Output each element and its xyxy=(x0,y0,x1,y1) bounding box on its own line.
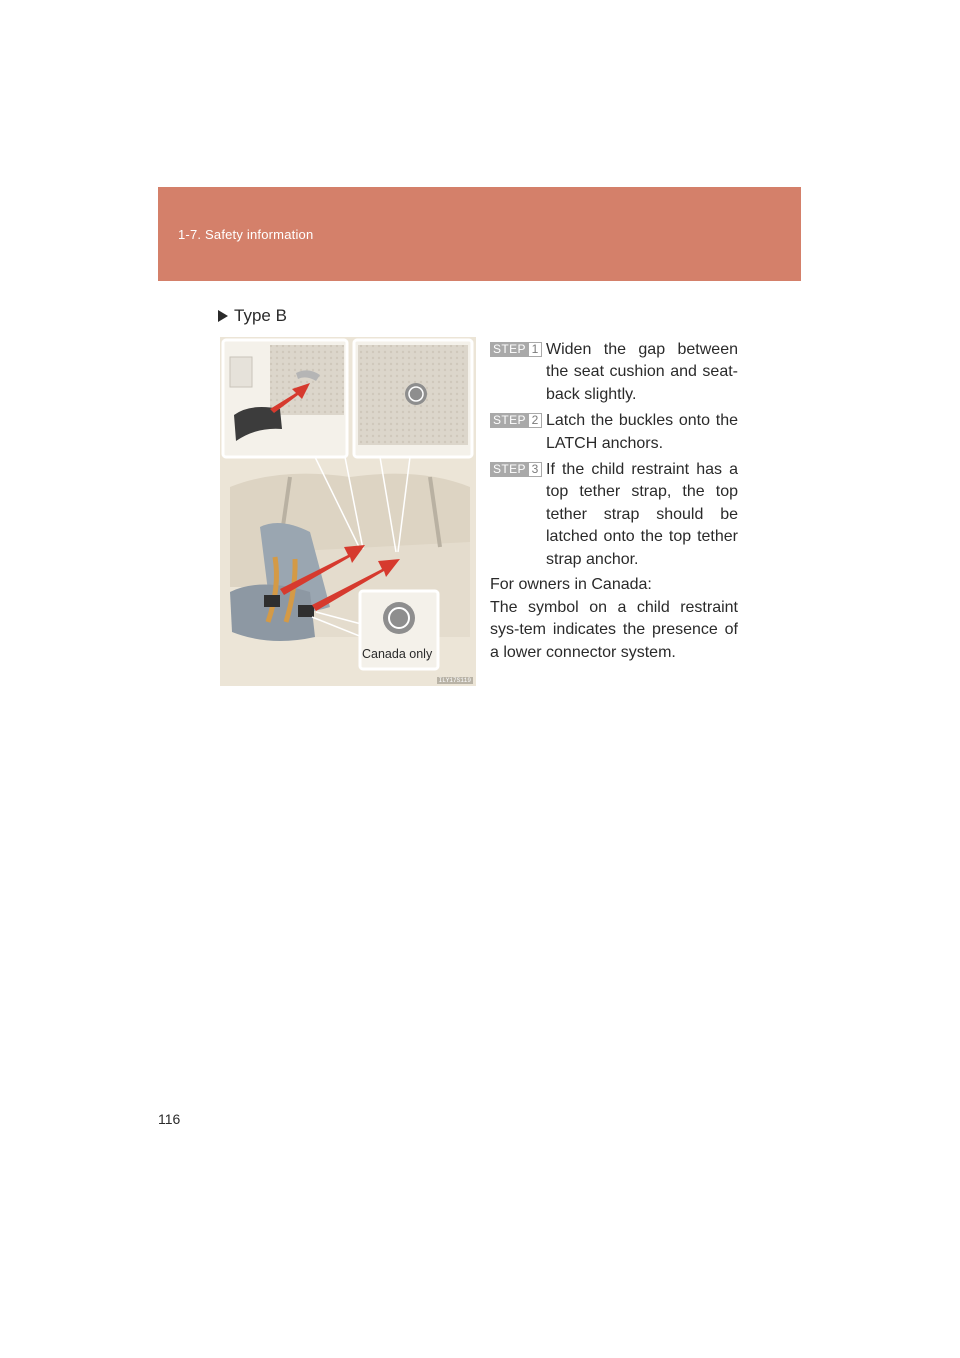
canada-only-label: Canada only xyxy=(362,647,433,661)
step-text: If the child restraint has a top tether strap, the top tether strap should be latched onto the top tether strap anchor. xyxy=(546,461,738,568)
step-item xyxy=(490,459,738,571)
step-badge: STEP 2 xyxy=(490,413,542,428)
canada-note xyxy=(490,574,738,664)
step-text: Widen the gap between the seat cushion and seat-back slightly. xyxy=(546,341,738,403)
page-number: 116 xyxy=(158,1111,181,1127)
header-band xyxy=(158,187,801,281)
steps-list xyxy=(490,339,738,575)
latch-illustration xyxy=(220,337,476,686)
child-seat-connector xyxy=(264,595,280,607)
figure-code: ILY17S119 xyxy=(438,677,471,684)
inset-latch-bracket xyxy=(230,357,252,387)
note-body: The symbol on a child restraint sys-tem indicates the presence of a lower connector system. xyxy=(490,598,738,661)
triangle-bullet-icon xyxy=(218,310,228,322)
step-item xyxy=(490,410,738,455)
child-seat-connector xyxy=(298,605,314,617)
latch-illustration-graphic xyxy=(220,337,476,686)
step-badge: STEP 3 xyxy=(490,462,542,477)
type-heading xyxy=(218,306,287,326)
note-title: For owners in Canada: xyxy=(490,576,652,593)
type-heading-text: Type B xyxy=(234,306,287,325)
step-item xyxy=(490,339,738,406)
lower-connector-symbol-icon xyxy=(383,602,415,634)
step-text: Latch the buckles onto the LATCH anchors. xyxy=(546,412,738,452)
step-badge: STEP 1 xyxy=(490,342,542,357)
section-title: 1-7. Safety information xyxy=(178,227,314,242)
